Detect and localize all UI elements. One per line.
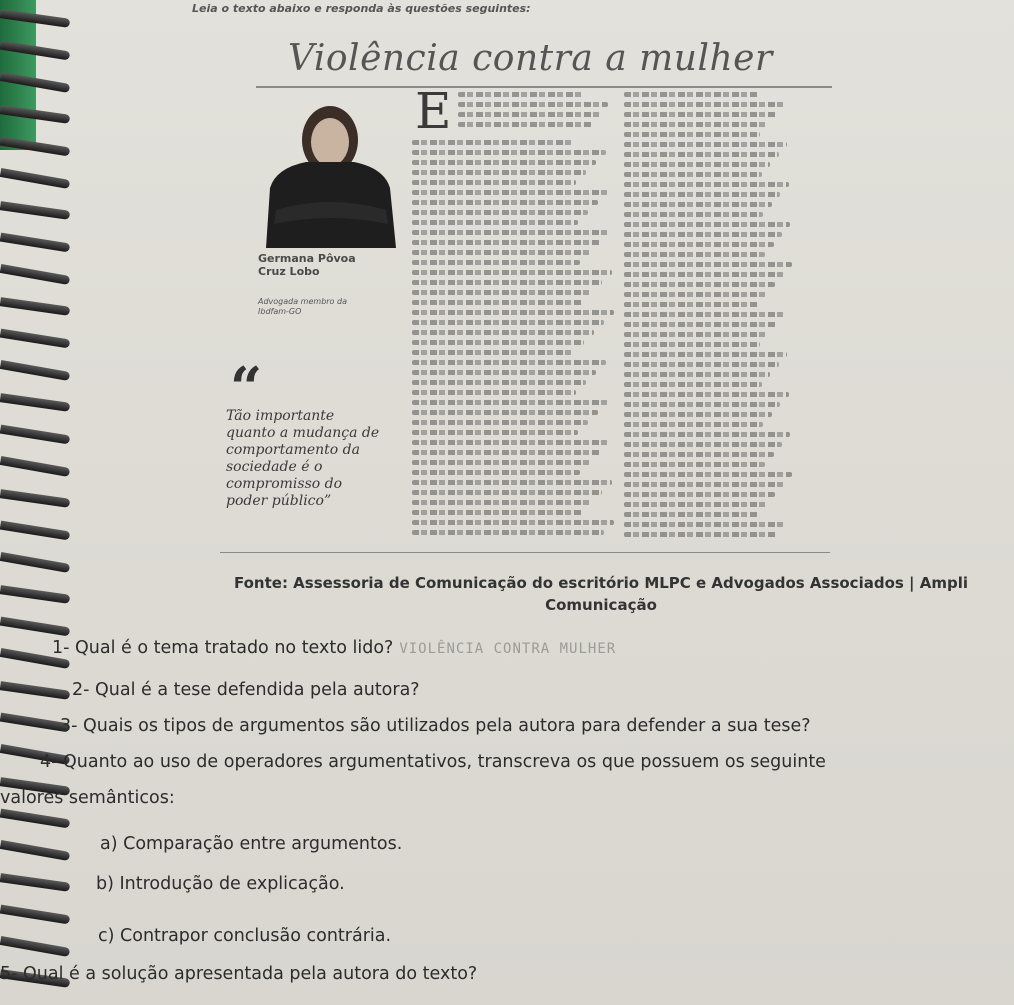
illegible-text-line	[624, 482, 784, 487]
article-column-2	[624, 92, 792, 542]
illegible-text-line	[624, 132, 760, 137]
illegible-text-line	[412, 500, 592, 505]
illegible-text-line	[624, 382, 762, 387]
illegible-text-line	[624, 392, 789, 397]
spiral-ring	[0, 873, 70, 892]
spiral-ring	[0, 456, 70, 477]
illegible-text-line	[624, 522, 785, 527]
spiral-ring	[0, 233, 70, 253]
illegible-text-line	[624, 532, 777, 537]
author-role: Advogada membro da Ibdfam-GO	[258, 297, 347, 316]
question-5: 5- Qual é a solução apresentada pela autora do texto?	[0, 964, 478, 984]
illegible-text-line	[624, 332, 768, 337]
author-name: Germana Pôvoa Cruz Lobo	[258, 252, 356, 278]
illegible-text-line	[624, 312, 785, 317]
illegible-text-line	[624, 412, 772, 417]
article-column-1	[412, 140, 614, 542]
question-2: 2- Qual é a tese defendida pela autora?	[72, 680, 420, 700]
illegible-text-line	[624, 512, 758, 517]
drop-cap: E	[415, 82, 452, 140]
illegible-text-line	[412, 320, 604, 325]
illegible-text-line	[624, 102, 785, 107]
illegible-text-line	[412, 420, 588, 425]
illegible-text-line	[412, 350, 574, 355]
illegible-text-line	[624, 272, 784, 277]
illegible-text-line	[624, 112, 777, 117]
source-credit: Fonte: Assessoria de Comunicação do escritório MLPC e Advogados Associados | Ampli Comunicação	[233, 574, 968, 614]
illegible-text-line	[624, 292, 767, 297]
illegible-text-line	[412, 410, 598, 415]
question-1-text: 1- Qual é o tema tratado no texto lido?	[52, 638, 394, 658]
article-title: Violência contra a mulher	[288, 38, 773, 79]
quote-mark: “	[230, 355, 263, 421]
illegible-text-line	[412, 430, 578, 435]
spiral-binding	[0, 0, 80, 1005]
illegible-text-line	[624, 282, 775, 287]
illegible-text-line	[624, 432, 790, 437]
illegible-text-line	[412, 210, 588, 215]
illegible-text-line	[412, 280, 602, 285]
question-4: 4- Quanto ao uso de operadores argumentativos, transcreva os que possuem os seguinte	[40, 752, 826, 772]
article-column-1-top	[458, 92, 614, 138]
illegible-text-line	[412, 340, 584, 345]
illegible-text-line	[624, 442, 782, 447]
illegible-text-line	[412, 230, 610, 235]
spiral-ring	[0, 617, 70, 637]
illegible-text-line	[624, 232, 782, 237]
illegible-text-line	[624, 152, 779, 157]
author-photo	[256, 98, 406, 248]
spiral-ring	[0, 297, 70, 316]
illegible-text-line	[624, 322, 777, 327]
illegible-text-line	[458, 112, 600, 117]
illegible-text-line	[412, 270, 612, 275]
illegible-text-line	[412, 200, 598, 205]
article-bottom-rule	[220, 552, 830, 553]
illegible-text-line	[412, 460, 590, 465]
illegible-text-line	[624, 492, 775, 497]
illegible-text-line	[412, 510, 582, 515]
illegible-text-line	[624, 242, 774, 247]
illegible-text-line	[412, 310, 614, 315]
illegible-text-line	[412, 370, 596, 375]
illegible-text-line	[624, 372, 770, 377]
illegible-text-line	[624, 342, 760, 347]
spiral-ring	[0, 393, 70, 412]
illegible-text-line	[624, 202, 772, 207]
question-4a: a) Comparação entre argumentos.	[100, 834, 403, 854]
illegible-text-line	[624, 122, 768, 127]
illegible-text-line	[412, 470, 580, 475]
spiral-ring	[0, 681, 70, 700]
illegible-text-line	[412, 190, 608, 195]
spiral-ring	[0, 360, 70, 381]
spiral-ring	[0, 936, 70, 957]
instruction-text: Leia o texto abaixo e responda às questões seguintes:	[192, 2, 531, 15]
illegible-text-line	[412, 380, 586, 385]
illegible-text-line	[624, 452, 774, 457]
illegible-text-line	[624, 212, 763, 217]
question-4b: b) Introdução de explicação.	[96, 874, 345, 894]
illegible-text-line	[412, 250, 590, 255]
illegible-text-line	[624, 352, 787, 357]
question-4-continuation: valores semânticos:	[0, 788, 175, 808]
illegible-text-line	[412, 140, 574, 145]
illegible-text-line	[624, 182, 789, 187]
illegible-text-line	[412, 390, 576, 395]
illegible-text-line	[458, 122, 592, 127]
pull-quote: Tão importante quanto a mudança de comportamento da sociedade é o compromisso do poder público”	[226, 408, 380, 509]
illegible-text-line	[412, 300, 582, 305]
title-divider	[256, 86, 832, 88]
spiral-ring	[0, 329, 70, 349]
illegible-text-line	[412, 360, 606, 365]
illegible-text-line	[624, 252, 765, 257]
illegible-text-line	[412, 330, 594, 335]
illegible-text-line	[624, 222, 790, 227]
spiral-ring	[0, 809, 70, 829]
illegible-text-line	[412, 480, 612, 485]
illegible-text-line	[458, 102, 608, 107]
illegible-text-line	[624, 362, 779, 367]
question-1	[52, 638, 616, 658]
illegible-text-line	[624, 262, 792, 267]
illegible-text-line	[412, 290, 592, 295]
illegible-text-line	[458, 92, 583, 97]
illegible-text-line	[412, 160, 596, 165]
spiral-ring	[0, 905, 70, 925]
illegible-text-line	[412, 490, 602, 495]
spiral-ring	[0, 840, 70, 861]
illegible-text-line	[624, 162, 770, 167]
illegible-text-line	[624, 192, 780, 197]
handwritten-answer-1: VIOLÊNCIA CONTRA MULHER	[399, 641, 617, 657]
illegible-text-line	[624, 422, 763, 427]
illegible-text-line	[412, 530, 604, 535]
spiral-ring	[0, 585, 70, 604]
illegible-text-line	[412, 260, 580, 265]
illegible-text-line	[412, 240, 600, 245]
illegible-text-line	[624, 302, 758, 307]
question-3: 3- Quais os tipos de argumentos são utilizados pela autora para defender a sua tese?	[60, 716, 811, 736]
illegible-text-line	[624, 92, 758, 97]
illegible-text-line	[412, 180, 576, 185]
illegible-text-line	[412, 450, 600, 455]
spiral-ring	[0, 264, 70, 285]
question-4c: c) Contrapor conclusão contrária.	[98, 926, 392, 946]
illegible-text-line	[624, 472, 792, 477]
illegible-text-line	[412, 400, 608, 405]
illegible-text-line	[412, 220, 578, 225]
illegible-text-line	[624, 402, 780, 407]
illegible-text-line	[412, 440, 610, 445]
illegible-text-line	[412, 170, 586, 175]
illegible-text-line	[412, 520, 614, 525]
spiral-ring	[0, 521, 70, 541]
illegible-text-line	[412, 150, 606, 155]
spiral-ring	[0, 201, 70, 220]
illegible-text-line	[624, 502, 767, 507]
spiral-ring	[0, 425, 70, 445]
illegible-text-line	[624, 172, 762, 177]
illegible-text-line	[624, 462, 765, 467]
spiral-ring	[0, 552, 70, 573]
illegible-text-line	[624, 142, 787, 147]
spiral-ring	[0, 168, 70, 189]
spiral-ring	[0, 489, 70, 508]
